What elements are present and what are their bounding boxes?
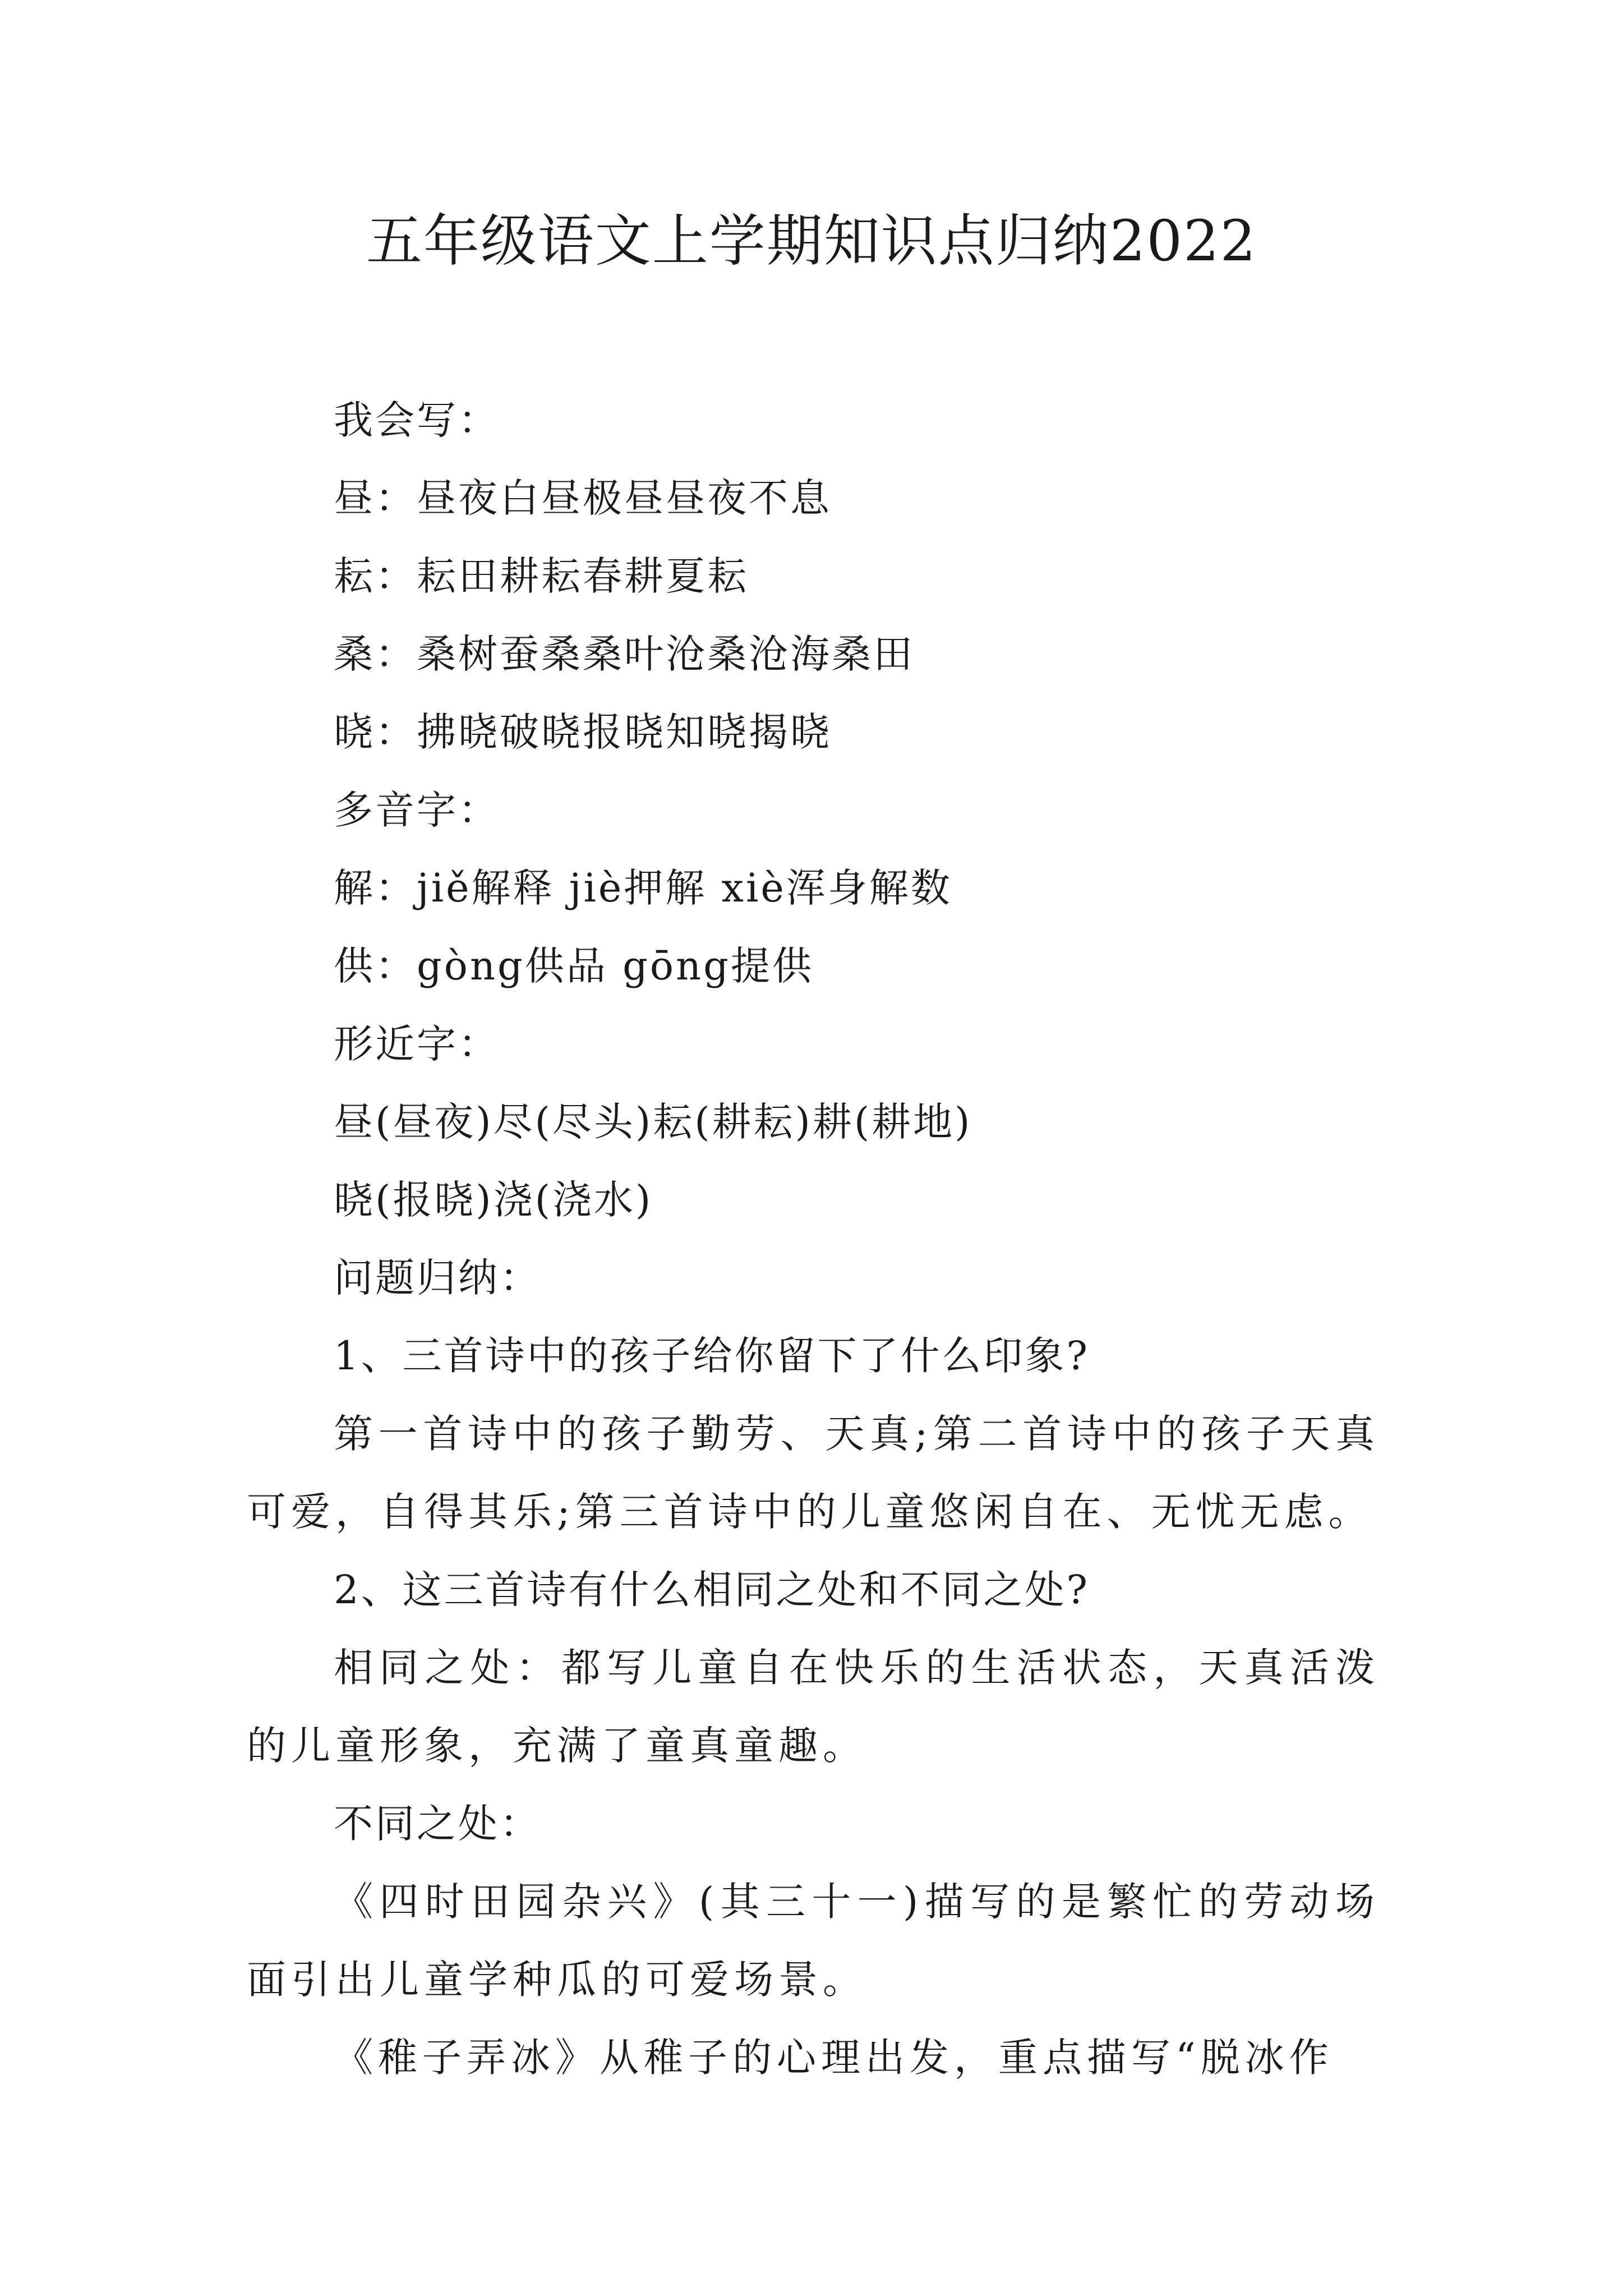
question-1: 1、三首诗中的孩子给你留下了什么印象? [334, 1333, 1090, 1379]
vocab-line-sang: 桑：桑树蚕桑桑叶沧桑沧海桑田 [334, 631, 915, 677]
document-title: 五年级语文上学期知识点归纳2022 [366, 208, 1257, 274]
question-2: 2、这三首诗有什么相同之处和不同之处? [334, 1567, 1090, 1613]
section-heading-write: 我会写： [334, 397, 500, 443]
similar-chars-line-2: 晓(报晓)浇(浇水) [334, 1177, 653, 1223]
differences-paragraph-2: 《稚子弄冰》从稚子的心理出发，重点描写“脱冰作 [334, 2035, 1334, 2081]
polyphone-line-jie: 解：jiě解释 jiè押解 xiè浑身解数 [334, 865, 952, 911]
section-heading-similar-chars: 形近字： [334, 1021, 500, 1067]
section-heading-questions: 问题归纳： [334, 1255, 541, 1301]
section-heading-polyphones: 多音字： [334, 787, 500, 833]
vocab-line-xiao: 晓：拂晓破晓报晓知晓揭晓 [334, 709, 832, 755]
answer-2-similarities-paragraph: 相同之处：都写儿童自在快乐的生活状态，天真活泼的儿童形象，充满了童真童趣。 [247, 1645, 1380, 1769]
differences-heading: 不同之处： [334, 1801, 541, 1847]
differences-paragraph-1: 《四时田园杂兴》(其三十一)描写的是繁忙的劳动场面引出儿童学种瓜的可爱场景。 [247, 1879, 1380, 2003]
similar-chars-line-1: 昼(昼夜)尽(尽头)耘(耕耘)耕(耕地) [334, 1099, 972, 1145]
document-body [247, 381, 1380, 2097]
vocab-line-yun: 耘：耘田耕耘春耕夏耘 [334, 553, 749, 599]
vocab-line-zhou: 昼：昼夜白昼极昼昼夜不息 [334, 475, 832, 521]
polyphone-line-gong: 供：gòng供品 gōng提供 [334, 943, 814, 989]
answer-1-paragraph: 第一首诗中的孩子勤劳、天真;第二首诗中的孩子天真可爱，自得其乐;第三首诗中的儿童悠闲自在、无忧无虑。 [247, 1411, 1380, 1535]
